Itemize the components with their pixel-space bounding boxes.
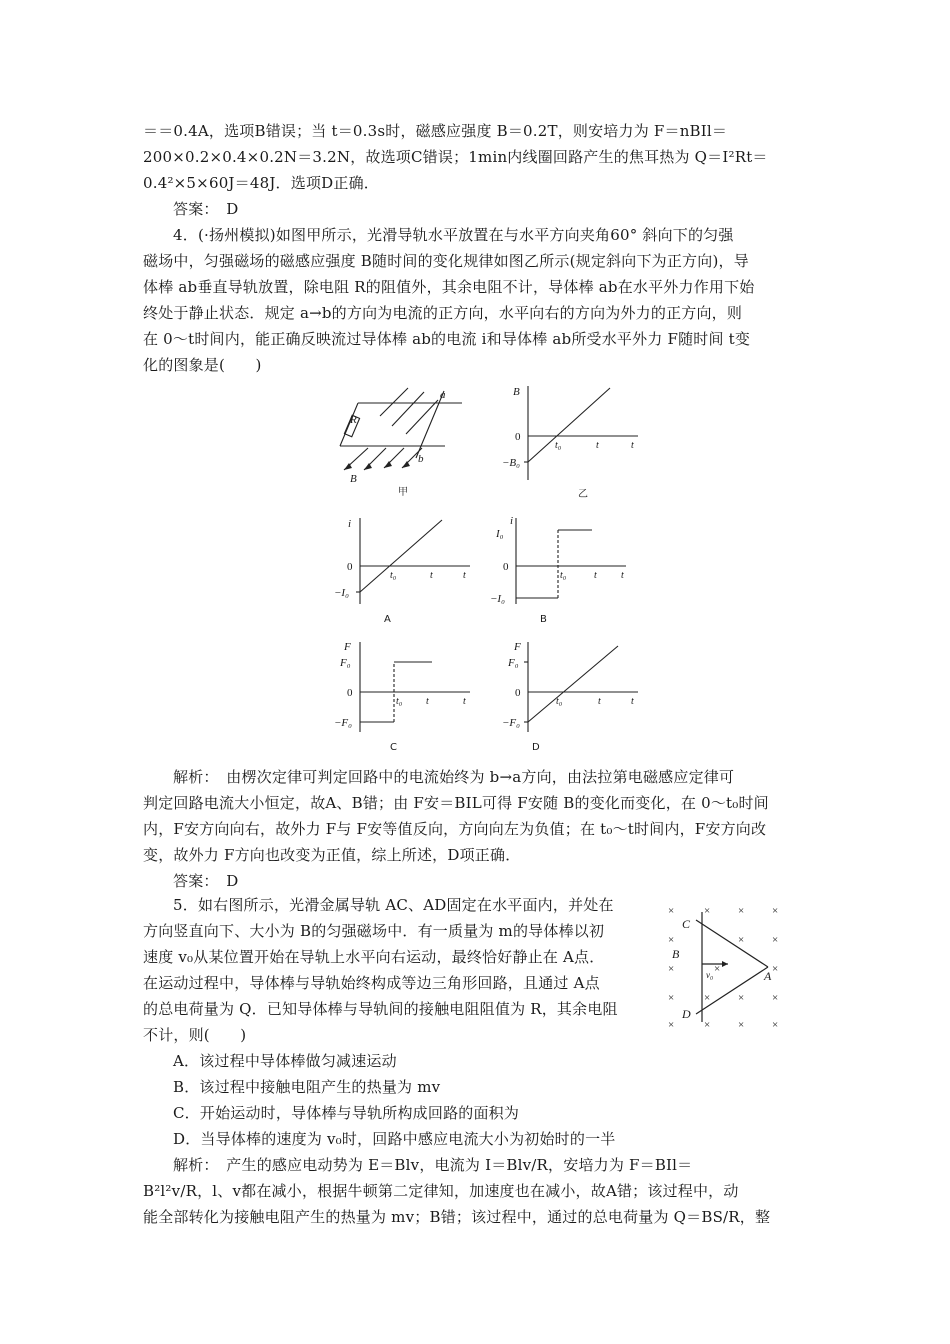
solution-5-line: B²l²v/R，l、v都在减小，根据牛顿第二定律知，加速度也在减小，故A错；该过程中，动 — [143, 1182, 739, 1200]
svg-text:×: × — [738, 1019, 745, 1031]
figure-jia — [330, 378, 470, 498]
zero-label: 0 — [503, 561, 509, 573]
neg-label: −I₀ — [490, 593, 505, 605]
zero-label: 0 — [515, 431, 521, 443]
t0-label: t₀ — [560, 570, 567, 581]
pos-label: I₀ — [496, 528, 504, 540]
t-axis-label: t — [631, 696, 634, 707]
svg-text:×: × — [772, 905, 779, 917]
t-axis-label: t — [463, 696, 466, 707]
label-D: D — [682, 1007, 691, 1021]
question-5-line: 方向竖直向下、大小为 B的匀强磁场中．有一质量为 m的导体棒以初 — [143, 922, 605, 940]
t-label: t — [598, 696, 601, 707]
figure-option-d — [500, 636, 650, 752]
y-label: i — [348, 518, 352, 530]
t0-label: t₀ — [555, 440, 562, 451]
solution-5-line: 解析： 产生的感应电动势为 E＝Blv，电流为 I＝Blv/R，安培力为 F＝BIl＝ — [173, 1156, 693, 1174]
label-B: B — [672, 947, 680, 961]
figure-triangle — [666, 898, 816, 1031]
y-label: F — [514, 641, 521, 653]
question-5-line: 5．如右图所示，光滑金属导轨 AC、AD固定在水平面内，并处在 — [173, 896, 614, 914]
question-5-line: 不计，则( ) — [143, 1026, 247, 1044]
option-b: B．该过程中接触电阻产生的热量为 mv — [173, 1078, 441, 1096]
caption-a: A — [384, 614, 391, 625]
svg-text:×: × — [772, 934, 779, 946]
label-a: a — [440, 389, 446, 401]
question-4-line: 磁场中，匀强磁场的磁感应强度 B随时间的变化规律如图乙所示(规定斜向下为正方向)，导 — [143, 252, 749, 270]
label-v0: v₀ — [706, 970, 714, 980]
solution-4-line: 变，故外力 F方向也改变为正值，综上所述，D项正确． — [143, 846, 521, 864]
answer-line: 答案： D — [173, 200, 239, 218]
zero-label: 0 — [515, 687, 521, 699]
zero-label: 0 — [347, 687, 353, 699]
caption-c: C — [390, 742, 397, 753]
t-axis-label: t — [621, 570, 624, 581]
t-label: t — [596, 440, 599, 451]
figure-yi — [500, 380, 650, 500]
answer-line: 答案： D — [173, 872, 239, 890]
figure-option-a — [332, 512, 482, 624]
svg-text:×: × — [738, 905, 745, 917]
question-4-line: 体棒 ab垂直导轨放置，除电阻 R的阻值外，其余电阻不计，导体棒 ab在水平外力作用下始 — [143, 278, 755, 296]
question-4-line: 4．(·扬州模拟)如图甲所示，光滑导轨水平放置在与水平方向夹角60° 斜向下的匀强 — [173, 226, 734, 244]
pos-label: F₀ — [340, 657, 351, 669]
svg-text:×: × — [738, 992, 745, 1004]
text-line: 0.4²×5×60J＝48J．选项D正确． — [143, 174, 379, 192]
svg-text:×: × — [772, 992, 779, 1004]
neg-label: −F₀ — [334, 717, 352, 729]
svg-text:×: × — [704, 1019, 711, 1031]
option-a: A．该过程中导体棒做匀减速运动 — [173, 1052, 397, 1070]
t0-label: t₀ — [390, 570, 397, 581]
option-d: D．当导体棒的速度为 v₀时，回路中感应电流大小为初始时的一半 — [173, 1130, 616, 1148]
t-axis-label: t — [463, 570, 466, 581]
svg-text:×: × — [668, 934, 675, 946]
question-5-line: 的总电荷量为 Q．已知导体棒与导轨间的接触电阻阻值为 R，其余电阻 — [143, 1000, 618, 1018]
question-4-line: 在 0～t时间内，能正确反映流过导体棒 ab的电流 i和导体棒 ab所受水平外力 F随时间 t变 — [143, 330, 751, 348]
caption-b: B — [540, 614, 547, 625]
text-line: 200×0.2×0.4×0.2N＝3.2N，故选项C错误；1min内线圈回路产生的焦耳热为 Q＝I²Rt＝ — [143, 148, 768, 166]
question-4-line: 终处于静止状态．规定 a→b的方向为电流的正方向，水平向右的方向为外力的正方向，则 — [143, 304, 743, 322]
t0-label: t₀ — [396, 696, 403, 707]
y-label: F — [344, 641, 351, 653]
svg-text:×: × — [772, 963, 779, 975]
neg-label: −B₀ — [502, 457, 520, 469]
label-R: R — [350, 414, 357, 426]
t-label: t — [426, 696, 429, 707]
caption-jia: 甲 — [398, 487, 408, 498]
question-5-line: 在运动过程中，导体棒与导轨始终构成等边三角形回路，且通过 A点 — [143, 974, 600, 992]
svg-text:×: × — [668, 963, 675, 975]
solution-5-line: 能全部转化为接触电阻产生的热量为 mv；B错；该过程中，通过的总电荷量为 Q＝BS/R，整 — [143, 1208, 771, 1226]
figure-option-b — [488, 512, 638, 624]
svg-text:×: × — [704, 905, 711, 917]
svg-text:×: × — [738, 934, 745, 946]
question-5-line: 速度 v₀从某位置开始在导轨上水平向右运动，最终恰好静止在 A点． — [143, 948, 605, 966]
svg-text:×: × — [668, 905, 675, 917]
svg-text:×: × — [772, 1019, 779, 1031]
solution-4-line: 解析： 由楞次定律可判定回路中的电流始终为 b→a方向，由法拉第电磁感应定律可 — [173, 768, 735, 786]
solution-4-line: 判定回路电流大小恒定，故A、B错；由 F安＝BIL可得 F安随 B的变化而变化，在 0～t₀时间 — [143, 794, 769, 812]
label-A: A — [764, 969, 772, 983]
label-B: B — [350, 473, 357, 485]
text-line: ＝＝0.4A，选项B错误；当 t＝0.3s时，磁感应强度 B＝0.2T，则安培力为 F＝nBIl＝ — [143, 122, 728, 140]
t-label: t — [430, 570, 433, 581]
caption-yi: 乙 — [578, 489, 588, 500]
caption-d: D — [532, 742, 540, 753]
figure-option-c — [332, 636, 482, 752]
svg-text:×: × — [668, 1019, 675, 1031]
svg-text:×: × — [668, 992, 675, 1004]
option-c: C．开始运动时，导体棒与导轨所构成回路的面积为 — [173, 1104, 520, 1122]
pos-label: F₀ — [508, 657, 519, 669]
question-4-line: 化的图象是( ) — [143, 356, 262, 374]
y-label: B — [513, 386, 520, 398]
svg-text:×: × — [704, 992, 711, 1004]
label-b: b — [418, 453, 424, 465]
label-C: C — [682, 917, 691, 931]
y-label: i — [510, 515, 514, 527]
zero-label: 0 — [347, 561, 353, 573]
neg-label: −I₀ — [334, 587, 349, 599]
solution-4-line: 内，F安方向向右，故外力 F与 F安等值反向，方向向左为负值；在 t₀～t时间内，F安方向改 — [143, 820, 767, 838]
t-axis-label: t — [631, 440, 634, 451]
t-label: t — [594, 570, 597, 581]
svg-text:×: × — [714, 963, 721, 975]
t0-label: t₀ — [556, 696, 563, 707]
neg-label: −F₀ — [502, 717, 520, 729]
